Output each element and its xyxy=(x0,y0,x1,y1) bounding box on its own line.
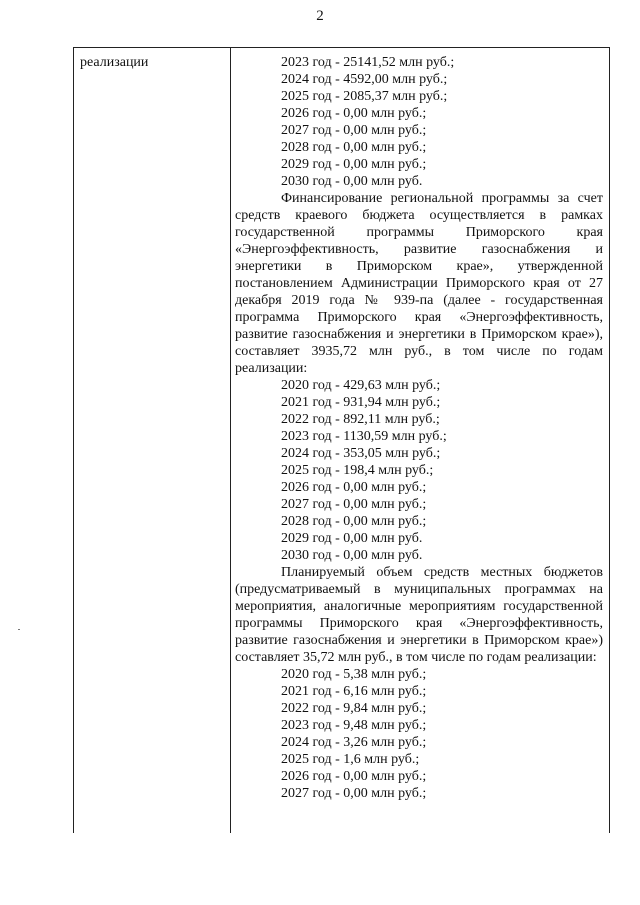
year-line: 2027 год - 0,00 млн руб.; xyxy=(281,786,427,801)
year-line: 2025 год - 1,6 млн руб.; xyxy=(281,752,420,767)
year-line: 2020 год - 5,38 млн руб.; xyxy=(281,667,427,682)
left-cell-label: реализации xyxy=(80,55,149,70)
year-line: 2027 год - 0,00 млн руб.; xyxy=(281,497,427,512)
year-line: 2026 год - 0,00 млн руб.; xyxy=(281,106,427,121)
year-line: 2023 год - 25141,52 млн руб.; xyxy=(281,55,455,70)
local-budget-paragraph: Планируемый объем средств местных бюджетов (предусматриваемый в муниципальных программах на мероприятия, аналогичные мероприятиям государственной программы Приморского края «Энергоэффективность, развитие газоснабжения и энергетики в Приморском крае») составляет 35,72 млн руб., в том числе по годам реализации: xyxy=(235,565,603,665)
year-line: 2024 год - 353,05 млн руб.; xyxy=(281,446,441,461)
year-line: 2025 год - 2085,37 млн руб.; xyxy=(281,89,448,104)
year-list-1 xyxy=(235,54,603,190)
year-line: 2030 год - 0,00 млн руб. xyxy=(281,548,423,563)
year-line: 2026 год - 0,00 млн руб.; xyxy=(281,480,427,495)
scan-speck xyxy=(18,629,20,630)
year-line: 2023 год - 1130,59 млн руб.; xyxy=(281,429,447,444)
year-line: 2029 год - 0,00 млн руб.; xyxy=(281,157,427,172)
year-line: 2028 год - 0,00 млн руб.; xyxy=(281,140,427,155)
year-list-3 xyxy=(235,666,603,802)
page-number: 2 xyxy=(316,8,324,24)
year-line: 2021 год - 931,94 млн руб.; xyxy=(281,395,441,410)
regional-budget-paragraph: Финансирование региональной программы за счет средств краевого бюджета осуществляется в рамках государственной программы Приморского края «Энергоэффективность, развитие газоснабжения и энергетики в Приморском крае», утвержденной постановлением Администрации Приморского края от 27 декабря 2019 года № 939-па (далее - государственная программа Приморского края «Энергоэффективность, развитие газоснабжения и энергетики в Приморском крае»), составляет 3935,72 млн руб., в том числе по годам реализации: xyxy=(235,191,603,376)
year-line: 2024 год - 3,26 млн руб.; xyxy=(281,735,427,750)
year-list-2 xyxy=(235,377,603,564)
right-cell-content xyxy=(235,54,603,802)
year-line: 2022 год - 9,84 млн руб.; xyxy=(281,701,427,716)
year-line: 2027 год - 0,00 млн руб.; xyxy=(281,123,427,138)
year-line: 2021 год - 6,16 млн руб.; xyxy=(281,684,427,699)
year-line: 2024 год - 4592,00 млн руб.; xyxy=(281,72,448,87)
year-line: 2028 год - 0,00 млн руб.; xyxy=(281,514,427,529)
year-line: 2020 год - 429,63 млн руб.; xyxy=(281,378,441,393)
year-line: 2022 год - 892,11 млн руб.; xyxy=(281,412,440,427)
financing-table xyxy=(73,47,610,833)
column-divider xyxy=(230,48,231,833)
year-line: 2023 год - 9,48 млн руб.; xyxy=(281,718,427,733)
year-line: 2030 год - 0,00 млн руб. xyxy=(281,174,423,189)
year-line: 2025 год - 198,4 млн руб.; xyxy=(281,463,434,478)
year-line: 2026 год - 0,00 млн руб.; xyxy=(281,769,427,784)
year-line: 2029 год - 0,00 млн руб. xyxy=(281,531,423,546)
